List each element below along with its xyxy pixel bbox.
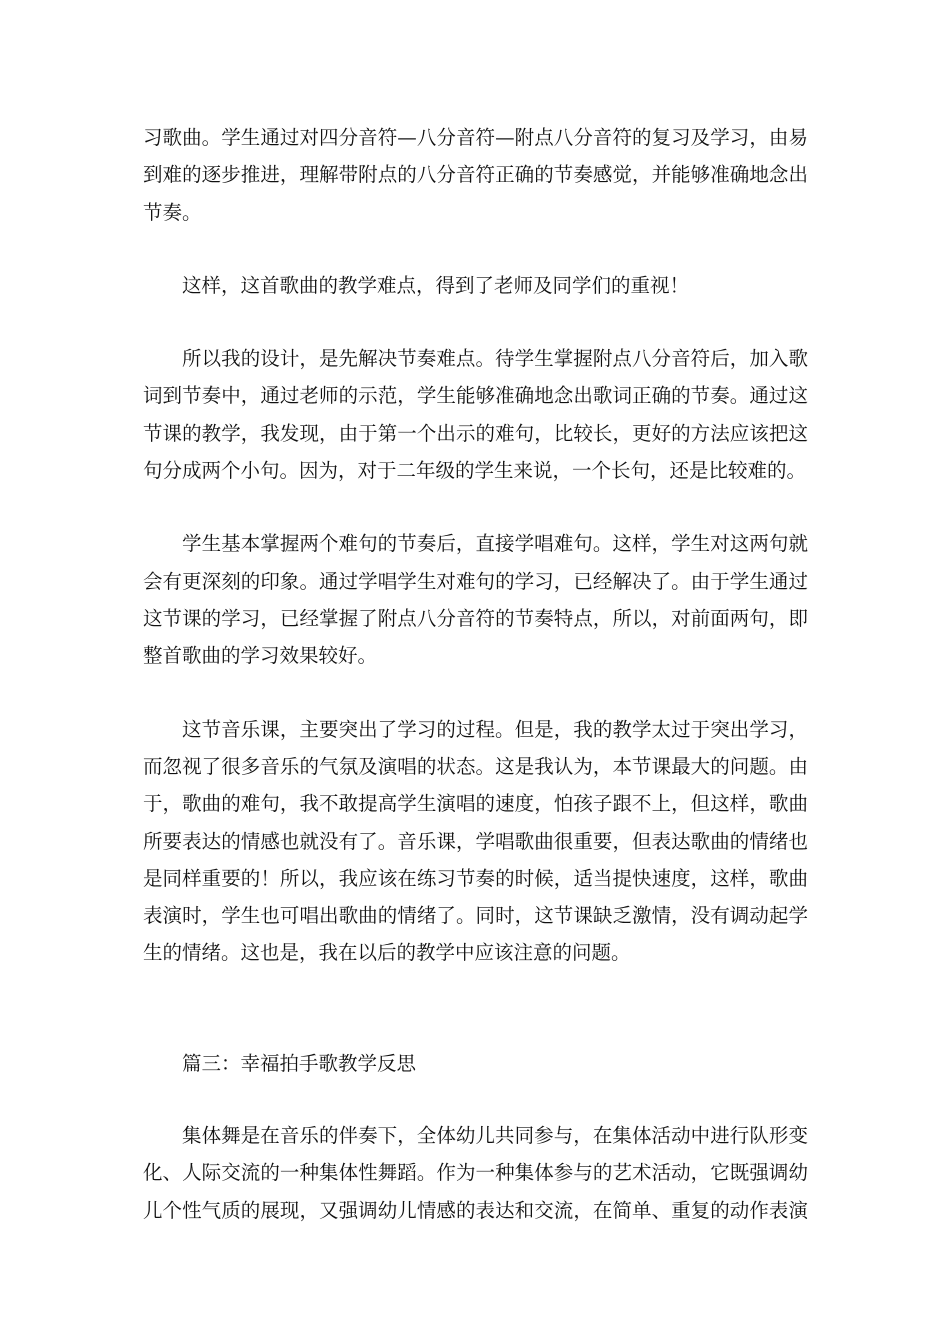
- text-line: 这节音乐课，主要突出了学习的过程。但是，我的教学太过于突出学习，: [182, 718, 808, 741]
- text-line: 这节课的学习，已经掌握了附点八分音符的节奏特点，所以，对前面两句，即: [143, 607, 808, 630]
- text-line: 所以我的设计，是先解决节奏难点。待学生掌握附点八分音符后，加入歌: [182, 347, 808, 370]
- text-line: 节课的教学，我发现，由于第一个出示的难句，比较长，更好的方法应该把这: [143, 422, 808, 445]
- text-line: 表演时，学生也可唱出歌曲的情绪了。同时，这节课缺乏激情，没有调动起学: [143, 904, 808, 927]
- text-line: 于，歌曲的难句，我不敢提高学生演唱的速度，怕孩子跟不上，但这样，歌曲: [143, 792, 808, 815]
- text-line: 而忽视了很多音乐的气氛及演唱的状态。这是我认为，本节课最大的问题。由: [143, 755, 808, 778]
- text-line: 生的情绪。这也是，我在以后的教学中应该注意的问题。: [143, 941, 631, 964]
- text-line: 所要表达的情感也就没有了。音乐课，学唱歌曲很重要，但表达歌曲的情绪也: [143, 830, 808, 853]
- text-line: 词到节奏中，通过老师的示范，学生能够准确地念出歌词正确的节奏。通过这: [143, 384, 808, 407]
- text-line: 句分成两个小句。因为，对于二年级的学生来说，一个长句，还是比较难的。: [143, 459, 807, 482]
- text-line: 集体舞是在音乐的伴奏下，全体幼儿共同参与，在集体活动中进行队形变: [182, 1124, 808, 1147]
- text-line: 儿个性气质的展现，又强调幼儿情感的表达和交流，在简单、重复的动作表演: [143, 1199, 808, 1222]
- text-line: 这样，这首歌曲的教学难点，得到了老师及同学们的重视！: [182, 274, 690, 297]
- text-line: 节奏。: [143, 201, 202, 224]
- text-line: 学生基本掌握两个难句的节奏后，直接学唱难句。这样，学生对这两句就: [182, 532, 808, 555]
- text-line: 习歌曲。学生通过对四分音符—八分音符—附点八分音符的复习及学习，由易: [143, 126, 808, 149]
- text-line: 化、人际交流的一种集体性舞蹈。作为一种集体参与的艺术活动，它既强调幼: [143, 1161, 808, 1184]
- text-line: 到难的逐步推进，理解带附点的八分音符正确的节奏感觉，并能够准确地念出: [143, 163, 808, 186]
- text-line: 是同样重要的！所以，我应该在练习节奏的时候，适当提快速度，这样，歌曲: [143, 867, 808, 890]
- section-heading: 篇三：幸福拍手歌教学反思: [182, 1052, 417, 1075]
- text-line: 会有更深刻的印象。通过学唱学生对难句的学习，已经解决了。由于学生通过: [143, 570, 808, 593]
- text-line: 整首歌曲的学习效果较好。: [143, 644, 378, 667]
